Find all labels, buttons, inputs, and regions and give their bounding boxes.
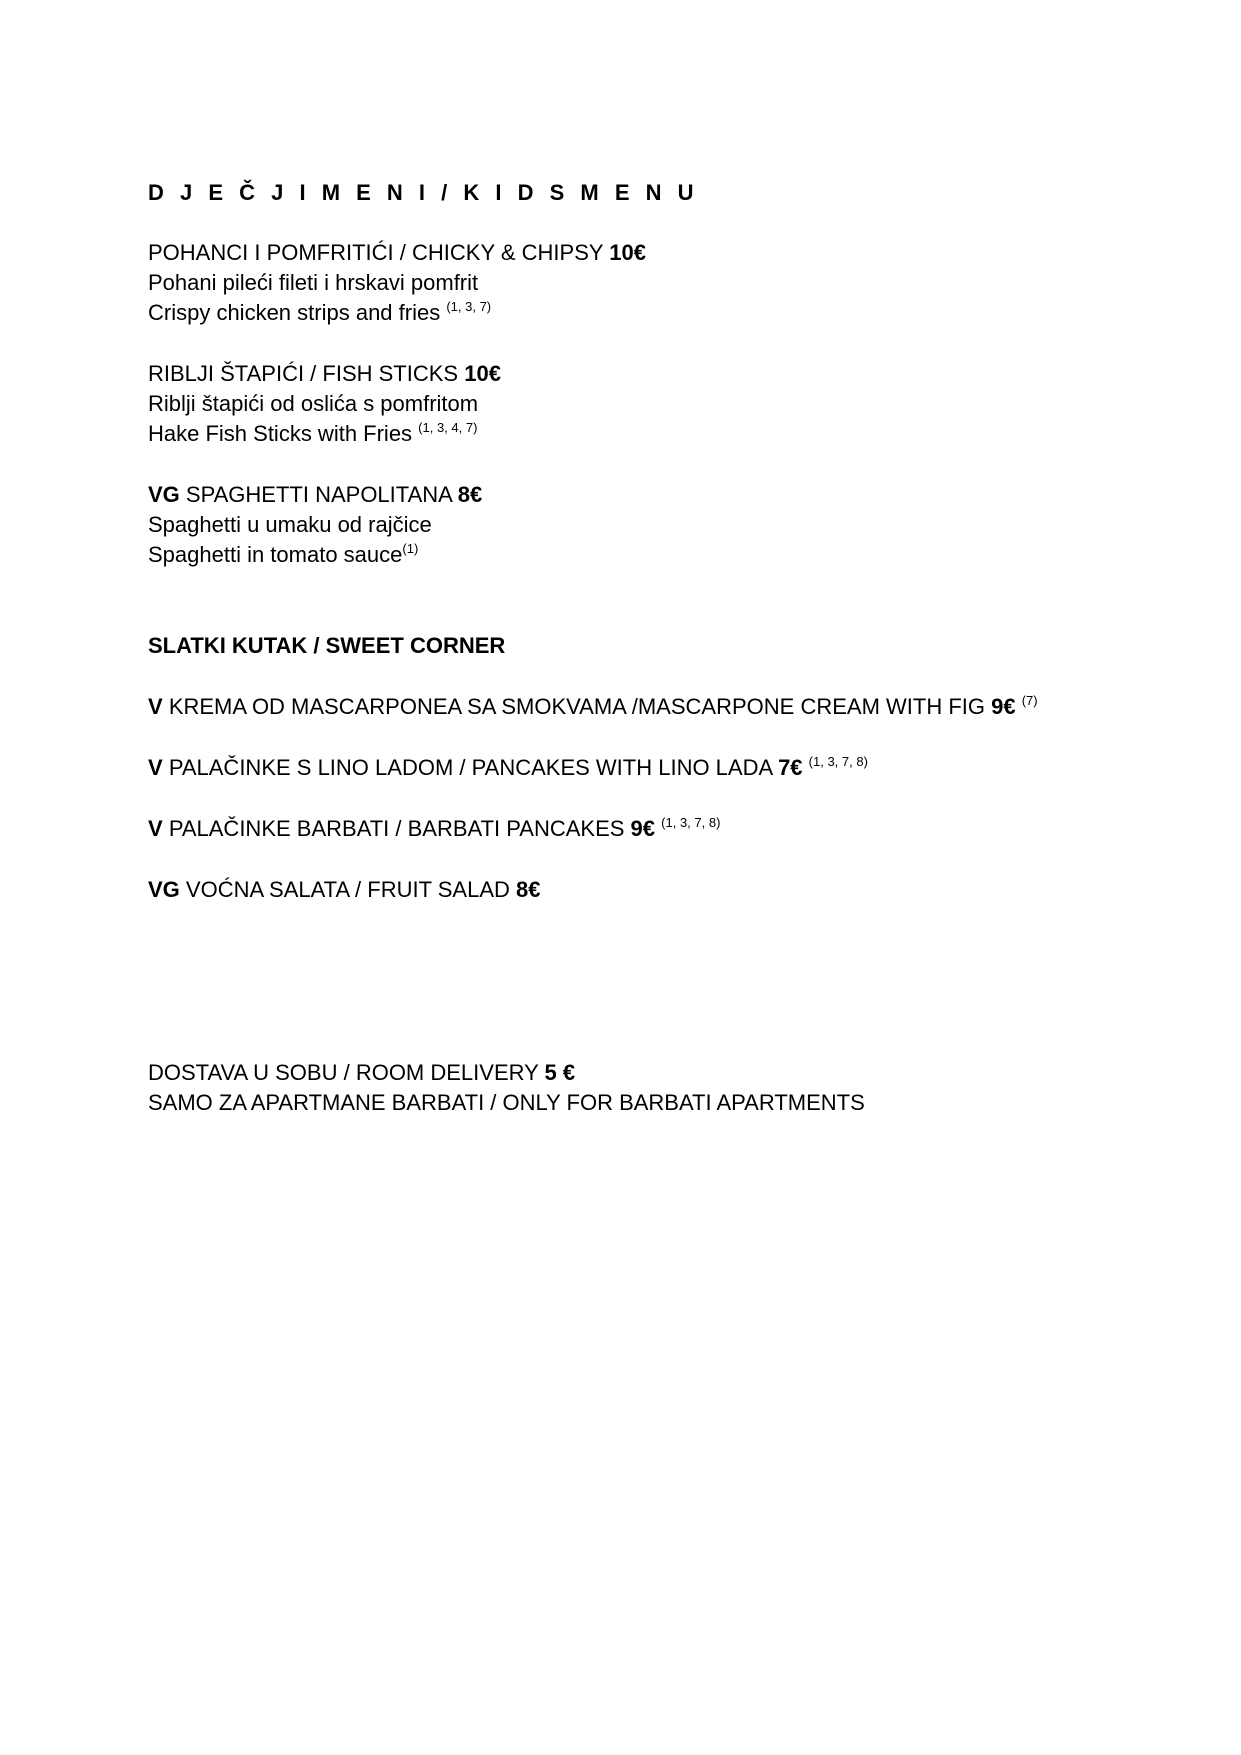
item-description-hr: Pohani pileći fileti i hrskavi pomfrit (148, 270, 479, 295)
item-name: PALAČINKE BARBATI / BARBATI PANCAKES (168, 816, 625, 841)
item-price: 8€ (516, 877, 541, 902)
item-description-en-line (148, 540, 1148, 570)
item-name: RIBLJI ŠTAPIĆI / FISH STICKS (148, 361, 459, 386)
menu-item (148, 359, 1148, 449)
item-tag: V (148, 755, 163, 780)
item-description-hr: Riblji štapići od oslića s pomfritom (148, 391, 479, 416)
item-allergens: (1, 3, 4, 7) (418, 420, 478, 435)
dessert-item (148, 814, 1148, 844)
item-allergens: (1) (402, 541, 419, 556)
item-description-en-line (148, 298, 1148, 328)
delivery-label: DOSTAVA U SOBU / ROOM DELIVERY (148, 1060, 539, 1085)
menu-item (148, 480, 1148, 570)
item-allergens: (1, 3, 7, 8) (808, 754, 868, 769)
delivery-line (148, 1058, 1148, 1088)
item-tag: V (148, 816, 163, 841)
sweet-corner-title: SLATKI KUTAK / SWEET CORNER (148, 633, 506, 658)
item-price: 9€ (630, 816, 656, 841)
item-tag: V (148, 694, 163, 719)
item-title-line (148, 238, 1148, 268)
item-price: 10€ (464, 361, 501, 386)
room-delivery (148, 1058, 1148, 1118)
item-description-en-line (148, 419, 1148, 449)
item-price: 9€ (991, 694, 1016, 719)
delivery-price: 5 € (544, 1060, 576, 1085)
dessert-item (148, 753, 1148, 783)
item-description-hr: Spaghetti u umaku od rajčice (148, 512, 432, 537)
dessert-item (148, 692, 1148, 722)
item-price: 7€ (778, 755, 803, 780)
item-description-en: Crispy chicken strips and fries (148, 300, 447, 325)
item-price: 8€ (457, 482, 483, 507)
item-name: POHANCI I POMFRITIĆI / CHICKY & CHIPSY (148, 240, 604, 265)
item-name: PALAČINKE S LINO LADOM / PANCAKES WITH LINO LADA (168, 755, 772, 780)
item-title-line (148, 480, 1148, 510)
delivery-note: SAMO ZA APARTMANE BARBATI / ONLY FOR BARBATI APARTMENTS (148, 1090, 865, 1115)
item-name: SPAGHETTI NAPOLITANA (185, 482, 452, 507)
item-price: 10€ (609, 240, 646, 265)
item-allergens: (1, 3, 7, 8) (661, 815, 721, 830)
item-allergens: (1, 3, 7) (446, 299, 492, 314)
item-name: KREMA OD MASCARPONEA SA SMOKVAMA /MASCARPONE CREAM WITH FIG (168, 694, 985, 719)
item-description-en: Hake Fish Sticks with Fries (148, 421, 419, 446)
item-title-line (148, 359, 1148, 389)
dessert-item (148, 875, 1148, 905)
menu-item (148, 238, 1148, 328)
item-description-en: Spaghetti in tomato sauce (148, 542, 403, 567)
item-tag: VG (148, 482, 180, 507)
kids-menu-title: D J E Č J I M E N I / K I D S M E N U (148, 180, 699, 205)
item-name: VOĆNA SALATA / FRUIT SALAD (185, 877, 510, 902)
item-allergens: (7) (1021, 693, 1038, 708)
item-tag: VG (148, 877, 180, 902)
